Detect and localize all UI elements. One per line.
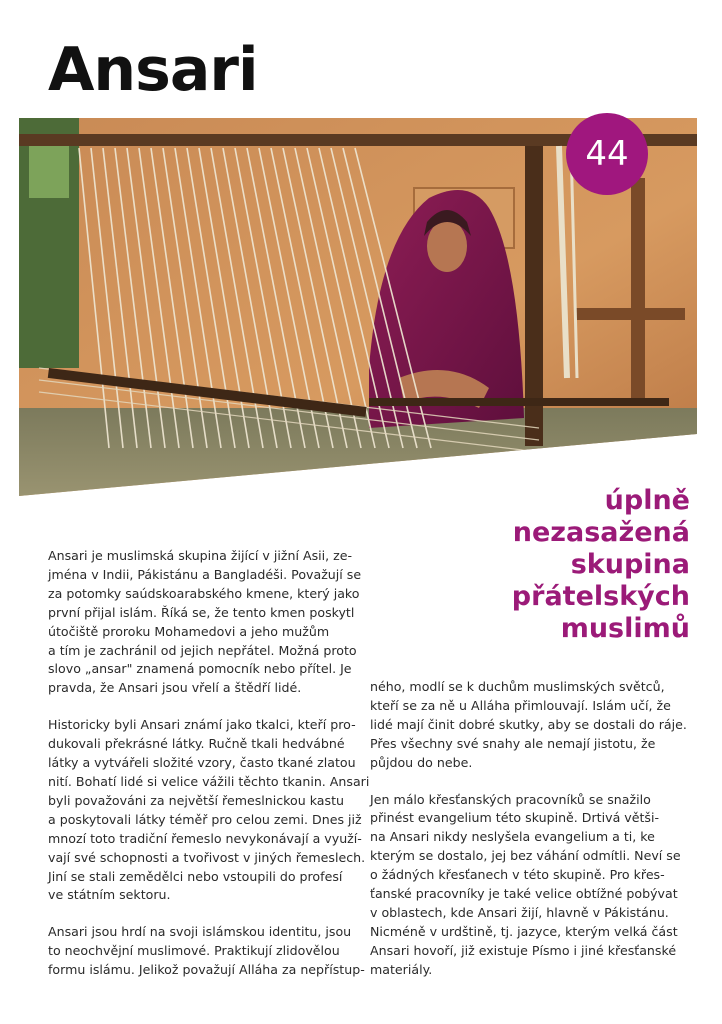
tagline-line: přátelských	[511, 581, 690, 612]
text-line: byli považováni za největší řemeslnickou kastu	[48, 792, 344, 808]
text-line: o žádných křesťanech v této skupině. Pro křes-	[370, 867, 665, 883]
tagline-line: skupina	[570, 549, 690, 580]
page-title: Ansari	[48, 35, 258, 105]
text-line: Přes všechny své snahy ale nemají jistotu, že	[370, 735, 656, 751]
text-line: na Ansari nikdy neslyšela evangelium a ti, ke	[370, 829, 655, 845]
paragraph	[48, 547, 360, 698]
text-line: první přijal islám. Říká se, že tento kmen poskytl	[48, 604, 355, 620]
text-line: jména v Indii, Pákistánu a Bangladéši. Považují se	[48, 566, 362, 582]
text-line: Ansari je muslimská skupina žijící v jižní Asii, ze-	[48, 548, 353, 563]
text-line: slovo „ansar" znamená pomocník nebo přítel. Je	[48, 661, 352, 677]
text-column-left	[48, 547, 370, 998]
text-line: a poskytovali látky téměř pro celou zemi. Dnes již	[48, 811, 362, 827]
text-line: půjdou do nebe.	[370, 754, 473, 770]
text-line: a tím je zachránil od jejich nepřátel. Možná proto	[48, 642, 357, 658]
text-line: vají své schopnosti a tvořivost v jiných řemeslech.	[48, 849, 366, 865]
text-line: Ansari hovoří, již existuje Písmo i jiné křesťanské	[370, 942, 677, 958]
paragraph	[48, 716, 370, 905]
text-line: materiály.	[370, 961, 433, 977]
paragraph	[370, 678, 687, 773]
text-column-right	[370, 678, 687, 998]
tagline	[430, 485, 690, 645]
text-line: ve státním sektoru.	[48, 887, 171, 903]
text-line: útočiště proroku Mohamedovi a jeho mužům	[48, 623, 330, 639]
tagline-line: nezasažená	[512, 517, 690, 548]
text-line: za potomky saúdskoarabského kmene, který jako	[48, 585, 360, 601]
text-line: Jiní se stali zemědělci nebo vstoupili do profesí	[48, 868, 343, 884]
text-line: ného, modlí se k duchům muslimských světců,	[370, 679, 665, 694]
text-line: kteří se za ně u Alláha přimlouvají. Islám učí, že	[370, 697, 671, 713]
text-line: dukovali překrásné látky. Ručně tkali hedvábné	[48, 736, 345, 752]
text-line: lidé mají činit dobré skutky, aby se dostali do ráje.	[370, 716, 687, 732]
text-line: v oblastech, kde Ansari žijí, hlavně v Pákistánu.	[370, 904, 669, 920]
text-line: mnozí toto tradiční řemeslo nevykonávají a využí-	[48, 830, 362, 846]
text-line: to neochvějní muslimové. Praktikují zlidovělou	[48, 943, 340, 959]
text-line: pravda, že Ansari jsou vřelí a štědří lidé.	[48, 680, 302, 696]
paragraph	[48, 923, 365, 980]
text-line: formu islámu. Jelikož považují Alláha za nepřístup-	[48, 962, 365, 978]
paragraph	[370, 791, 681, 980]
text-line: Nicméně v urdštině, tj. jazyce, kterým velká část	[370, 923, 678, 939]
text-line: látky a vytvářeli složité vzory, často tkané zlatou	[48, 755, 356, 771]
text-line: Historicky byli Ansari známí jako tkalci, kteří pro-	[48, 717, 356, 733]
text-line: Jen málo křesťanských pracovníků se snažilo	[370, 791, 651, 807]
tagline-line: muslimů	[560, 613, 690, 644]
text-line: Ansari jsou hrdí na svoji islámskou identitu, jsou	[48, 924, 352, 940]
page-number-badge: 44	[566, 113, 648, 195]
text-line: kterým se dostalo, jej bez váhání odmítli. Neví se	[370, 848, 681, 864]
text-line: přinést evangelium této skupině. Drtivá větši-	[370, 810, 660, 826]
text-line: nití. Bohatí lidé si velice vážili těchto tkanin. Ansari	[48, 773, 370, 789]
text-line: ťanské pracovníky je také velice obtížné pobývat	[370, 886, 678, 902]
tagline-line: úplně	[604, 485, 690, 516]
